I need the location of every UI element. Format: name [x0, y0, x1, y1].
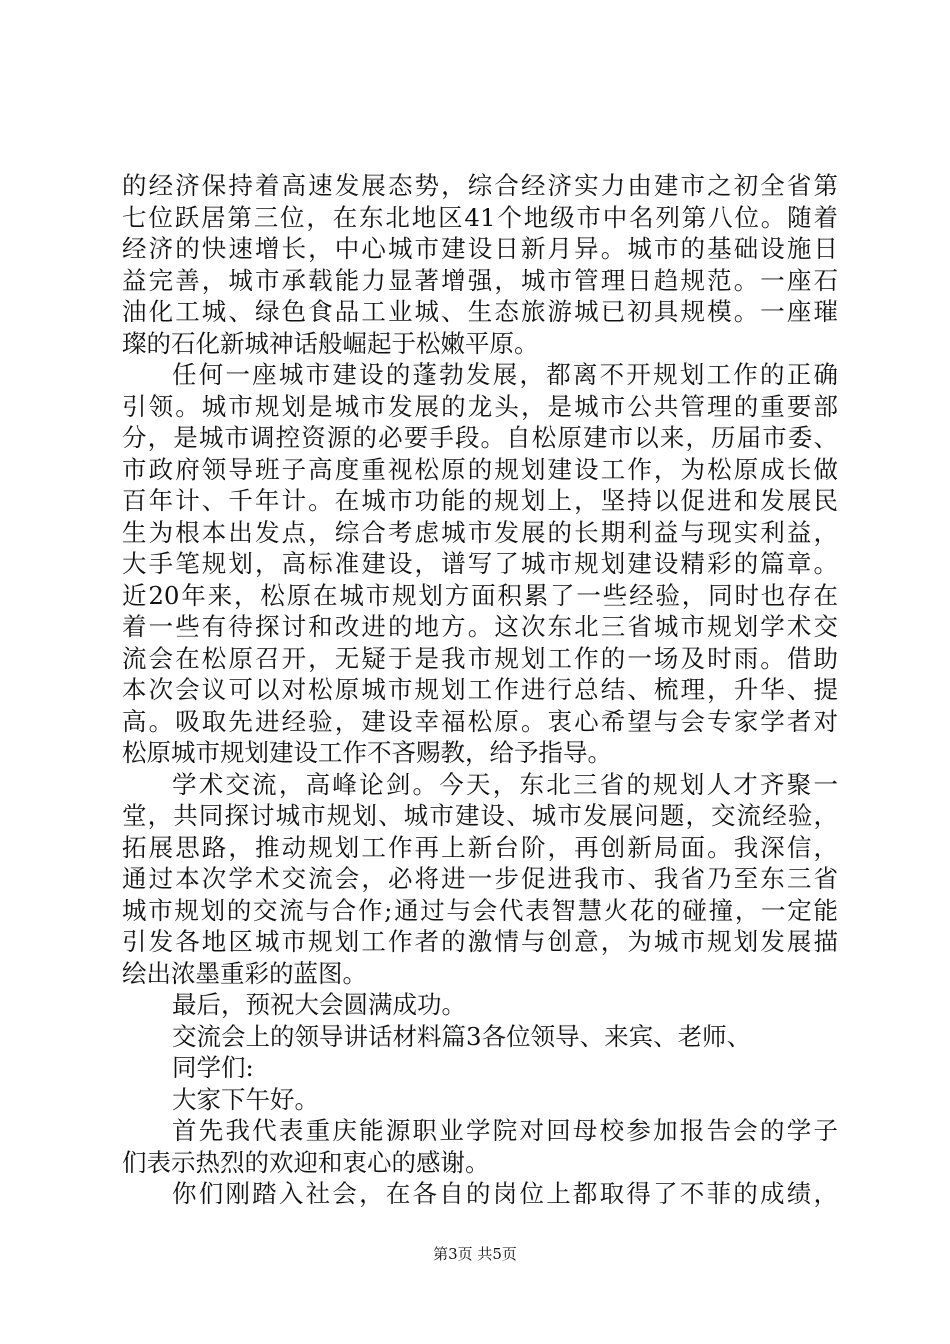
text-line: 拓展思路，推动规划工作再上新台阶，再创新局面。我深信， [122, 832, 838, 862]
text-line: 大手笔规划，高标准建设，谱写了城市规划建设精彩的篇章。 [122, 549, 838, 578]
text-line: 百年计、千年计。在城市功能的规划上，坚持以促进和发展民 [122, 486, 838, 515]
text-line: 市政府领导班子高度重视松原的规划建设工作，为松原成长做 [122, 454, 838, 484]
text-line: 流会在松原召开，无疑于是我市规划工作的一场及时雨。借助 [122, 643, 838, 673]
document-body [122, 170, 838, 1210]
text-line: 们表示热烈的欢迎和衷心的感谢。 [122, 1147, 490, 1177]
text-line: 城市规划的交流与合作;通过与会代表智慧火花的碰撞，一定能 [122, 895, 838, 925]
text-line: 引发各地区城市规划工作者的激情与创意，为城市规划发展描 [122, 927, 838, 956]
text-line: 分，是城市调控资源的必要手段。自松原建市以来，历届市委、 [122, 423, 838, 452]
text-line: 堂，共同探讨城市规划、城市建设、城市发展问题，交流经验， [122, 801, 838, 830]
text-line: 松原城市规划建设工作不吝赐教，给予指导。 [122, 738, 612, 767]
text-line: 璨的石化新城神话般崛起于松嫩平原。 [122, 328, 539, 358]
text-line: 生为根本出发点，综合考虑城市发展的长期利益与现实利益， [122, 517, 838, 547]
text-line: 经济的快速增长，中心城市建设日新月异。城市的基础设施日 [122, 234, 838, 263]
text-line: 学术交流，高峰论剑。今天，东北三省的规划人才齐聚一 [172, 769, 838, 799]
text-line: 的经济保持着高速发展态势，综合经济实力由建市之初全省第 [122, 171, 838, 200]
text-line: 油化工城、绿色食品工业城、生态旅游城已初具规模。一座璀 [122, 297, 838, 326]
text-line: 七位跃居第三位，在东北地区41个地级市中名列第八位。随着 [122, 202, 838, 232]
text-line: 通过本次学术交流会，必将进一步促进我市、我省乃至东三省 [122, 864, 838, 893]
text-line: 益完善，城市承载能力显著增强，城市管理日趋规范。一座石 [122, 265, 838, 295]
text-line: 绘出浓墨重彩的蓝图。 [122, 958, 367, 988]
text-line: 首先我代表重庆能源职业学院对回母校参加报告会的学子 [172, 1116, 838, 1145]
text-line: 你们刚踏入社会，在各自的岗位上都取得了不菲的成绩， [172, 1179, 838, 1208]
text-line: 引领。城市规划是城市发展的龙头，是城市公共管理的重要部 [122, 391, 838, 421]
text-line: 大家下午好。 [172, 1084, 319, 1114]
text-line: 高。吸取先进经验，建设幸福松原。衷心希望与会专家学者对 [122, 706, 838, 736]
text-line: 同学们: [172, 1053, 254, 1082]
text-line: 最后，预祝大会圆满成功。 [172, 990, 466, 1019]
text-line: 近20年来，松原在城市规划方面积累了一些经验，同时也存在 [122, 580, 838, 610]
text-line: 本次会议可以对松原城市规划工作进行总结、梳理，升华、提 [122, 675, 838, 704]
text-line: 交流会上的领导讲话材料篇3各位领导、来宾、老师、 [172, 1021, 752, 1051]
page-footer: 第3页 共5页 [433, 1245, 517, 1263]
text-line: 着一些有待探讨和改进的地方。这次东北三省城市规划学术交 [122, 612, 838, 641]
text-line: 任何一座城市建设的蓬勃发展，都离不开规划工作的正确 [172, 360, 838, 389]
